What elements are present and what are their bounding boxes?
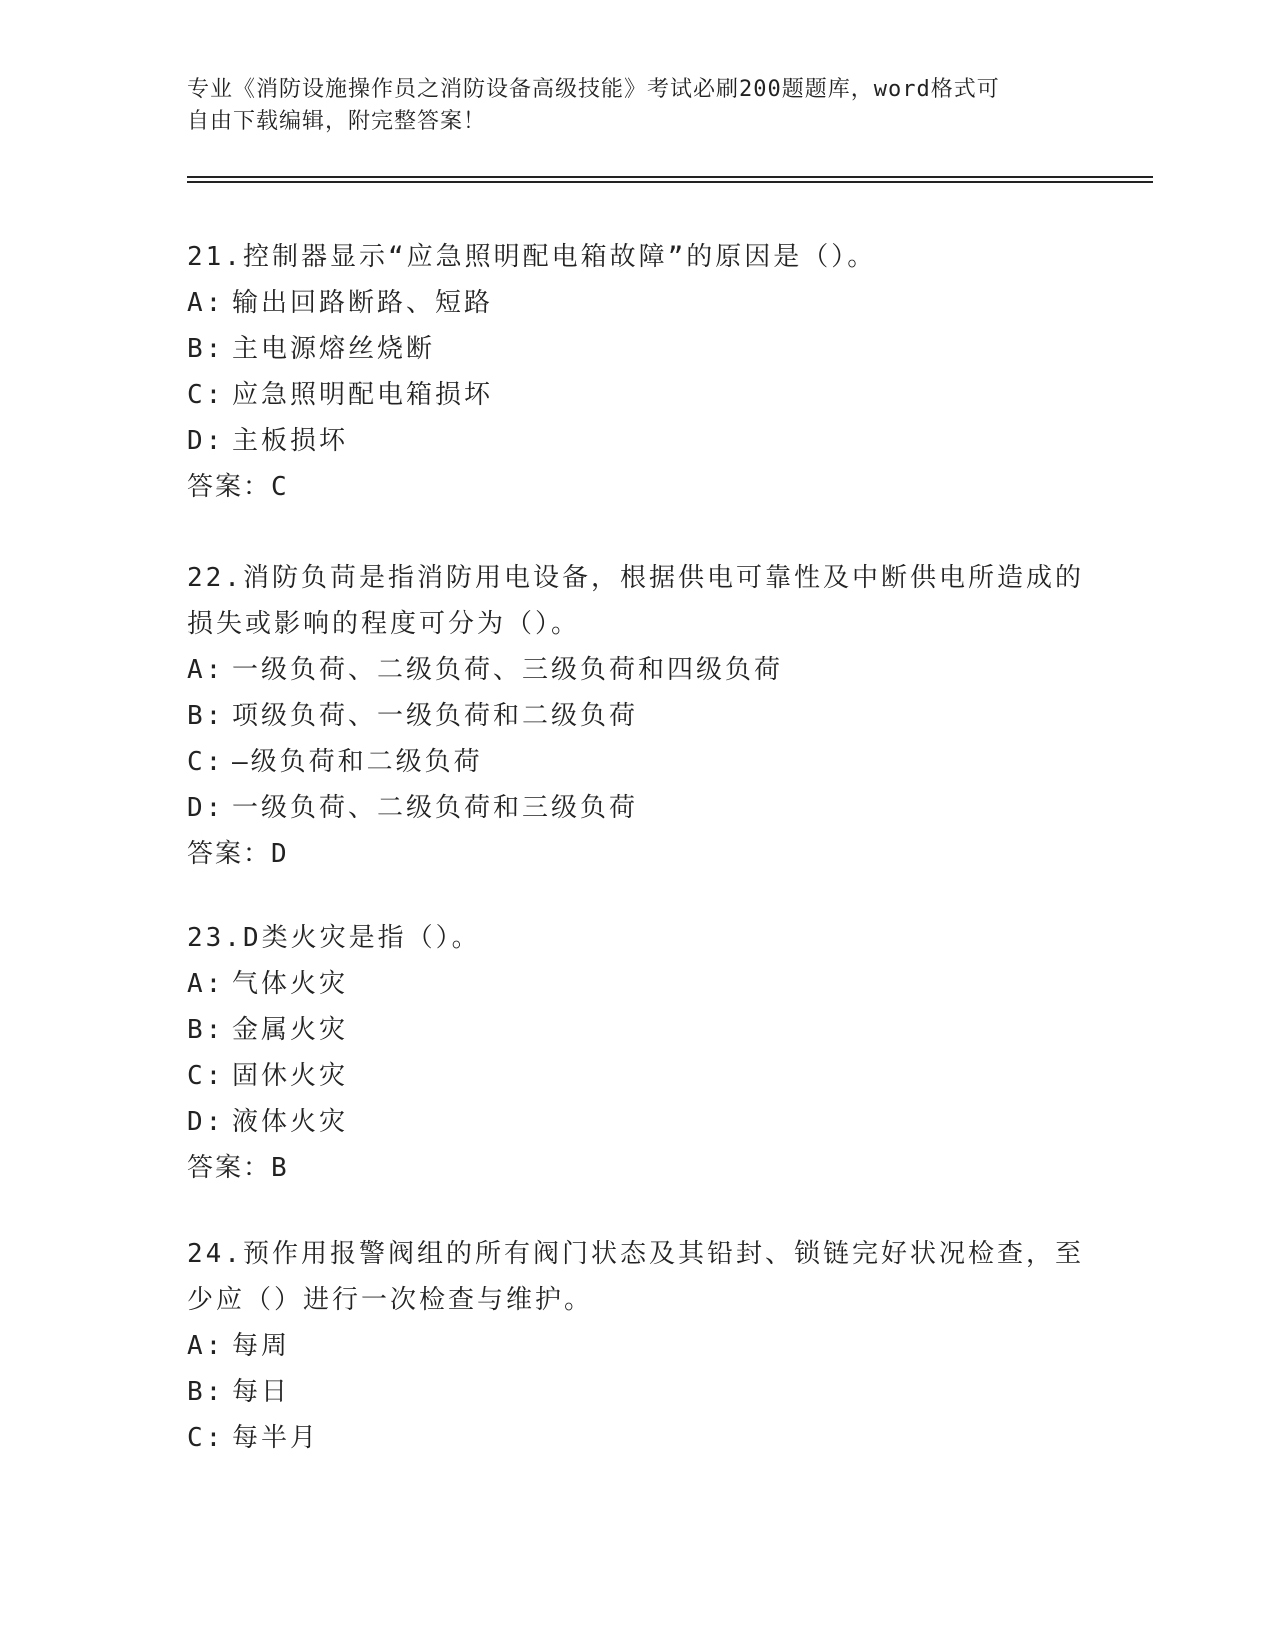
option-text: 应急照明配电箱损坏 bbox=[232, 380, 494, 410]
answer-line bbox=[187, 464, 1087, 510]
option-b bbox=[187, 1007, 1087, 1053]
question-23 bbox=[187, 915, 1087, 1191]
option-a bbox=[187, 961, 1087, 1007]
header-divider-bottom bbox=[187, 181, 1153, 183]
option-key: C: bbox=[187, 1061, 225, 1091]
option-text: 输出回路断路、短路 bbox=[232, 288, 494, 318]
answer-value: B bbox=[271, 1153, 289, 1183]
answer-line bbox=[187, 1145, 1087, 1191]
option-text: 液体火灾 bbox=[232, 1107, 349, 1137]
option-key: D: bbox=[187, 793, 225, 823]
answer-label: 答案： bbox=[187, 1153, 272, 1183]
option-key: A: bbox=[187, 969, 225, 999]
document-header bbox=[187, 74, 1087, 138]
option-text: 一级负荷、二级负荷和三级负荷 bbox=[232, 793, 639, 823]
answer-value: C bbox=[271, 472, 289, 502]
answer-label: 答案： bbox=[187, 839, 272, 869]
option-b bbox=[187, 693, 1087, 739]
question-21 bbox=[187, 234, 1087, 510]
option-c bbox=[187, 739, 1087, 785]
header-line-2: 自由下载编辑，附完整答案！ bbox=[187, 109, 487, 134]
answer-value: D bbox=[271, 839, 289, 869]
option-key: B: bbox=[187, 701, 225, 731]
option-key: B: bbox=[187, 334, 225, 364]
header-line-1: 专业《消防设施操作员之消防设备高级技能》考试必刷200题题库，word格式可 bbox=[187, 77, 1000, 102]
option-key: C: bbox=[187, 1423, 225, 1453]
option-d bbox=[187, 785, 1087, 831]
option-c bbox=[187, 1053, 1087, 1099]
option-key: A: bbox=[187, 288, 225, 318]
option-b bbox=[187, 326, 1087, 372]
option-key: D: bbox=[187, 1107, 225, 1137]
question-stem: 24.预作用报警阀组的所有阀门状态及其铅封、锁链完好状况检查，至 bbox=[187, 1239, 1084, 1269]
question-stem: 21.控制器显示“应急照明配电箱故障”的原因是（）。 bbox=[187, 242, 877, 272]
question-24 bbox=[187, 1231, 1087, 1461]
option-text: 固休火灾 bbox=[232, 1061, 349, 1091]
option-text: 主电源熔丝烧断 bbox=[232, 334, 436, 364]
header-divider-top bbox=[187, 176, 1153, 178]
option-text: —级负荷和二级负荷 bbox=[232, 747, 483, 777]
question-stem: 22.消防负苘是指消防用电设备，根据供电可靠性及中断供电所造成的 bbox=[187, 563, 1084, 593]
answer-label: 答案： bbox=[187, 472, 272, 502]
option-d bbox=[187, 418, 1087, 464]
option-text: 金属火灾 bbox=[232, 1015, 349, 1045]
option-key: C: bbox=[187, 747, 225, 777]
option-d bbox=[187, 1099, 1087, 1145]
option-a bbox=[187, 1323, 1087, 1369]
option-key: A: bbox=[187, 1331, 225, 1361]
option-text: 气体火灾 bbox=[232, 969, 349, 999]
option-key: A: bbox=[187, 655, 225, 685]
answer-line bbox=[187, 831, 1087, 877]
option-text: 每半月 bbox=[232, 1423, 320, 1453]
option-text: 项级负荷、一级负荷和二级负荷 bbox=[232, 701, 639, 731]
option-b bbox=[187, 1369, 1087, 1415]
question-stem: 23.D类火灾是指（）。 bbox=[187, 923, 481, 953]
option-a bbox=[187, 280, 1087, 326]
option-key: B: bbox=[187, 1015, 225, 1045]
option-a bbox=[187, 647, 1087, 693]
option-text: 主板损坏 bbox=[232, 426, 349, 456]
option-c bbox=[187, 1415, 1087, 1461]
question-stem-continued: 损失或影响的程度可分为（）。 bbox=[187, 609, 581, 639]
option-text: 每周 bbox=[232, 1331, 291, 1361]
question-stem-continued: 少应（）进行一次检查与维护。 bbox=[187, 1285, 594, 1315]
option-key: B: bbox=[187, 1377, 225, 1407]
option-key: C: bbox=[187, 380, 225, 410]
option-text: 每日 bbox=[232, 1377, 291, 1407]
question-22 bbox=[187, 555, 1087, 877]
option-text: 一级负荷、二级负荷、三级负荷和四级负荷 bbox=[232, 655, 784, 685]
option-key: D: bbox=[187, 426, 225, 456]
option-c bbox=[187, 372, 1087, 418]
